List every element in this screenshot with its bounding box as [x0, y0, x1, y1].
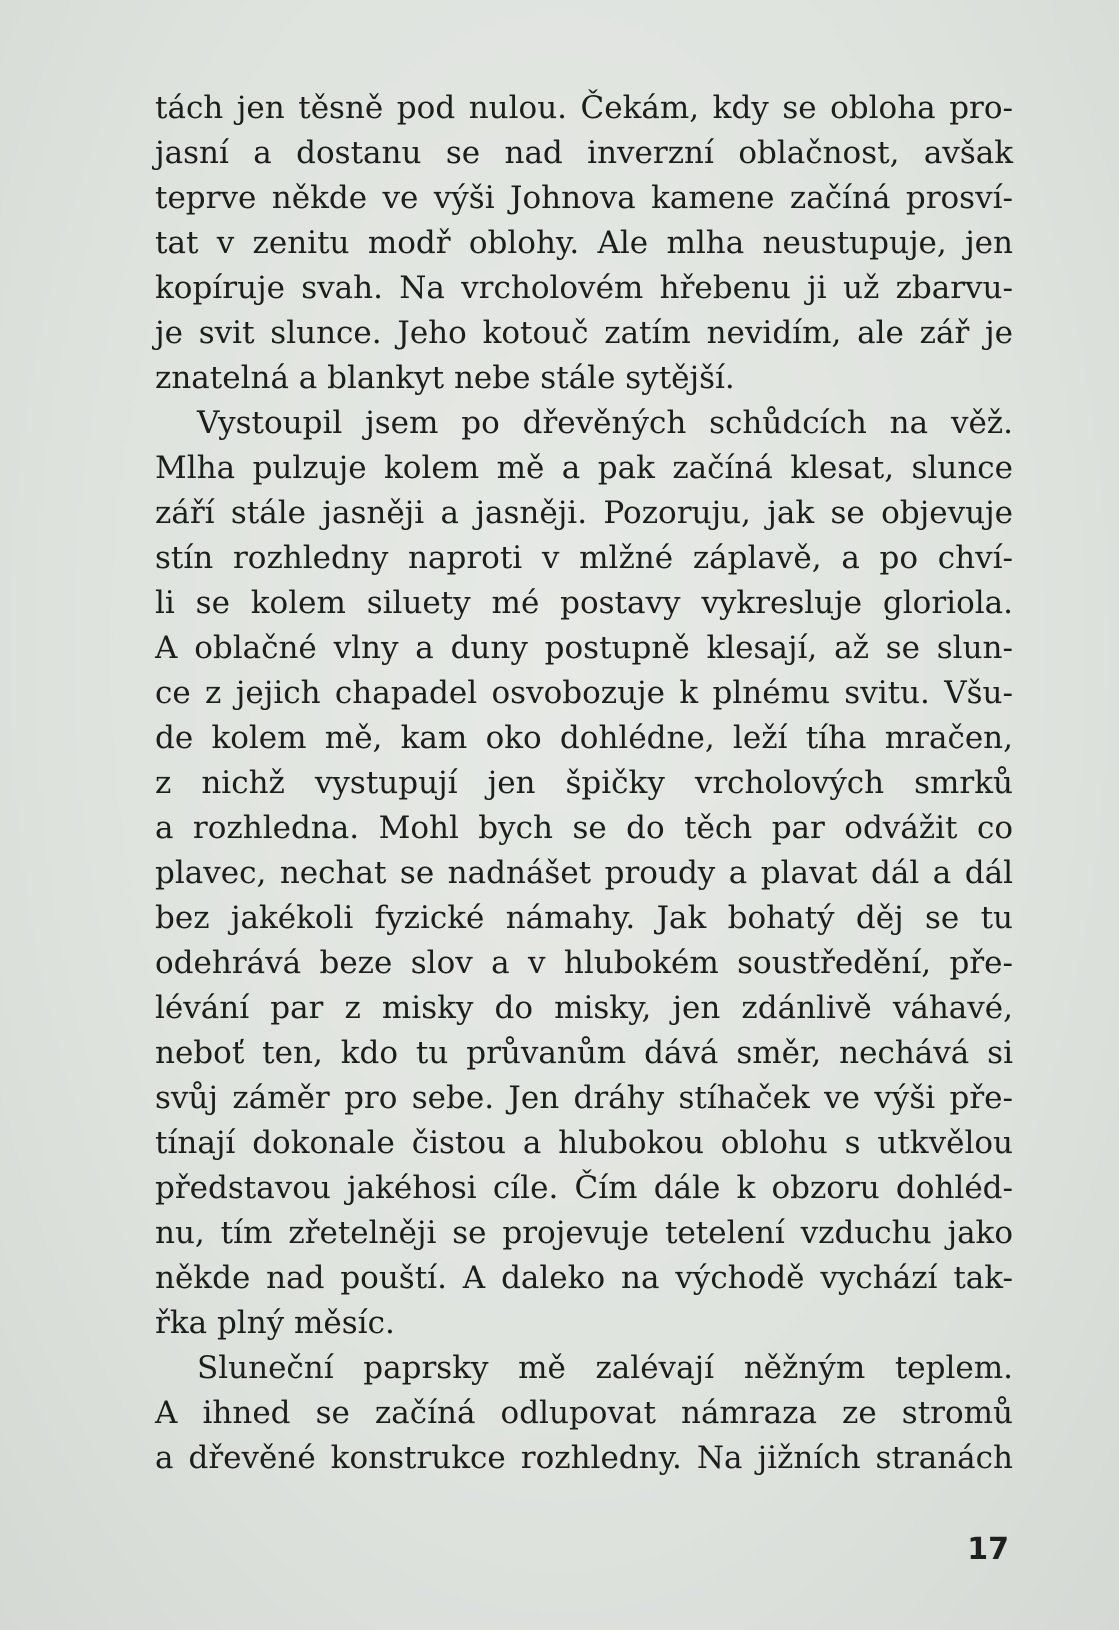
text-line: řka plný měsíc. [155, 1305, 395, 1341]
text-line: tách jen těsně pod nulou. Čekám, kdy se obloha pro- [155, 90, 1013, 126]
text-line: stín rozhledny naproti v mlžné záplavě, a po chví- [155, 540, 1013, 576]
paragraph-3 [155, 1346, 1013, 1481]
text-line: znatelná a blankyt nebe stále sytější. [155, 360, 735, 396]
page-number: 17 [967, 1532, 1009, 1567]
text-line: jasní a dostanu se nad inverzní oblačnost, avšak [155, 135, 1013, 171]
text-line: z nichž vystupují jen špičky vrcholových smrků [155, 765, 1013, 801]
text-line: je svit slunce. Jeho kotouč zatím nevidím, ale zář je [155, 315, 1013, 351]
text-line: teprve někde ve výši Johnova kamene začíná prosví- [155, 180, 1013, 216]
text-line: bez jakékoli fyzické námahy. Jak bohatý děj se tu [155, 900, 1013, 936]
text-line: září stále jasněji a jasněji. Pozoruju, jak se objevuje [155, 495, 1013, 531]
text-line: tínají dokonale čistou a hlubokou oblohu s utkvělou [155, 1125, 1013, 1161]
text-line: někde nad pouští. A daleko na východě vychází tak- [155, 1260, 1013, 1296]
text-line: nu, tím zřetelněji se projevuje tetelení vzduchu jako [155, 1215, 1013, 1251]
text-line: plavec, nechat se nadnášet proudy a plavat dál a dál [155, 855, 1013, 891]
text-line: kopíruje svah. Na vrcholovém hřebenu ji už zbarvu- [155, 270, 1013, 306]
text-line: Sluneční paprsky mě zalévají něžným teplem. [197, 1350, 1013, 1386]
text-line: a dřevěné konstrukce rozhledny. Na jižních stranách [155, 1440, 1013, 1476]
text-line: A ihned se začíná odlupovat námraza ze stromů [155, 1395, 1013, 1431]
text-line: představou jakéhosi cíle. Čím dále k obzoru dohléd- [155, 1170, 1013, 1206]
text-line: A oblačné vlny a duny postupně klesají, až se slun- [155, 630, 1013, 666]
paragraph-2 [155, 401, 1013, 1346]
text-line: lévání par z misky do misky, jen zdánlivě váhavé, [155, 990, 1013, 1026]
text-line: a rozhledna. Mohl bych se do těch par odvážit co [155, 810, 1013, 846]
paragraph-1 [155, 86, 1013, 401]
text-line: de kolem mě, kam oko dohlédne, leží tíha mračen, [155, 720, 1013, 756]
text-line: li se kolem siluety mé postavy vykresluje gloriola. [155, 585, 1013, 621]
text-line: neboť ten, kdo tu průvanům dává směr, nechává si [155, 1035, 1013, 1071]
body-text [155, 86, 1013, 1481]
text-line: ce z jejich chapadel osvobozuje k plnému svitu. Všu- [155, 675, 1013, 711]
text-line: Mlha pulzuje kolem mě a pak začíná klesat, slunce [155, 450, 1013, 486]
text-line: tat v zenitu modř oblohy. Ale mlha neustupuje, jen [155, 225, 1013, 261]
text-line: odehrává beze slov a v hlubokém soustředění, pře- [155, 945, 1013, 981]
text-line: svůj záměr pro sebe. Jen dráhy stíhaček ve výši pře- [155, 1080, 1013, 1116]
text-line: Vystoupil jsem po dřevěných schůdcích na věž. [197, 405, 1013, 441]
